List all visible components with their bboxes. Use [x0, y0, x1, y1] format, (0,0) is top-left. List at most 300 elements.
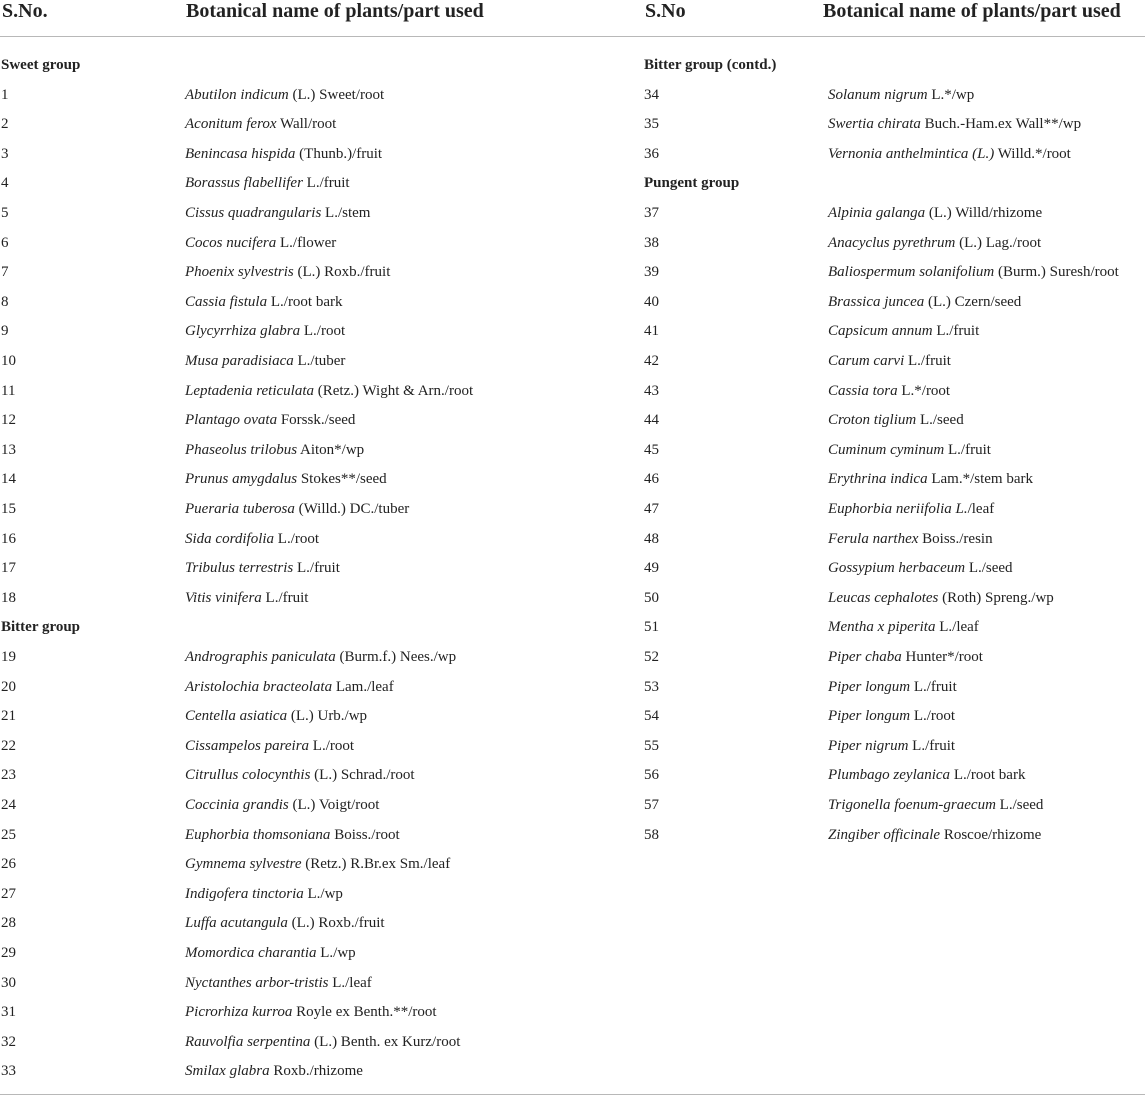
botanical-name — [185, 795, 379, 815]
authority-and-part: L.*/wp — [927, 87, 975, 103]
table-row — [644, 410, 1144, 430]
authority-and-part: Lam.*/stem bark — [927, 471, 1033, 487]
row-number: 11 — [1, 383, 16, 399]
row-number: 54 — [644, 708, 659, 724]
species-name: Mentha x piperita — [828, 619, 936, 635]
botanical-name — [828, 292, 1021, 312]
table-row — [644, 233, 1144, 253]
row-number: 57 — [644, 797, 659, 813]
row-number: 51 — [644, 619, 659, 635]
table-row — [644, 706, 1144, 726]
species-name: Vitis vinifera — [185, 590, 262, 606]
botanical-name — [828, 469, 1033, 489]
botanical-name — [828, 558, 1013, 578]
botanical-name — [185, 173, 350, 193]
row-number: 29 — [1, 945, 16, 961]
authority-and-part: Royle ex Benth.**/root — [292, 1004, 437, 1020]
table-row — [1, 1061, 501, 1081]
botanical-name — [185, 825, 400, 845]
row-number: 27 — [1, 886, 16, 902]
species-name: Euphorbia thomsoniana — [185, 827, 331, 843]
authority-and-part: (L.) Roxb./fruit — [287, 915, 385, 931]
authority-and-part: L./fruit — [910, 679, 957, 695]
species-name: Andrographis paniculata — [185, 649, 336, 665]
species-name: Smilax glabra — [185, 1063, 270, 1079]
header-sno-left: S.No. — [2, 0, 48, 22]
row-number: 1 — [1, 87, 9, 103]
table-row — [644, 381, 1144, 401]
botanical-name — [828, 647, 983, 667]
row-number: 20 — [1, 679, 16, 695]
table-row — [1, 292, 501, 312]
row-number: 53 — [644, 679, 659, 695]
botanical-name — [185, 203, 370, 223]
species-name: Tribulus terrestris — [185, 560, 294, 576]
botanical-name — [185, 233, 336, 253]
botanical-name — [185, 706, 367, 726]
species-name: Cocos nucifera — [185, 235, 277, 251]
row-number: 52 — [644, 649, 659, 665]
row-number: 36 — [644, 146, 659, 162]
authority-and-part: Buch.-Ham.ex Wall**/wp — [920, 116, 1082, 132]
row-number: 42 — [644, 353, 659, 369]
authority-and-part: L./root bark — [267, 294, 343, 310]
species-name: Cassia fistula — [185, 294, 268, 310]
botanical-name — [185, 647, 456, 667]
authority-and-part: L./seed — [916, 412, 964, 428]
botanical-name — [185, 292, 343, 312]
row-number: 24 — [1, 797, 16, 813]
species-name: Zingiber officinale — [828, 827, 941, 843]
group-heading: Sweet group — [1, 57, 81, 73]
table-row — [644, 558, 1144, 578]
table-row — [644, 499, 1144, 519]
botanical-name — [185, 943, 356, 963]
authority-and-part: (L.) Schrad./root — [310, 767, 415, 783]
species-name: Piper chaba — [828, 649, 902, 665]
botanical-name — [185, 440, 364, 460]
botanical-name — [185, 558, 340, 578]
authority-and-part: L./root — [300, 323, 346, 339]
authority-and-part: Lam./leaf — [332, 679, 394, 695]
species-name: Aconitum ferox — [185, 116, 277, 132]
table-row — [644, 440, 1144, 460]
table-bottom-rule — [0, 1094, 1145, 1095]
species-name: Baliospermum solanifolium — [828, 264, 995, 280]
authority-and-part: L./fruit — [944, 442, 991, 458]
table-row — [1, 173, 501, 193]
authority-and-part: (L.) Czern/seed — [924, 294, 1022, 310]
species-name: Picrorhiza kurroa — [185, 1004, 293, 1020]
species-name: Momordica charantia — [185, 945, 317, 961]
authority-and-part: L./root — [910, 708, 956, 724]
table-row — [644, 647, 1144, 667]
botanical-name — [828, 440, 991, 460]
row-number: 16 — [1, 531, 16, 547]
table-row — [1, 85, 501, 105]
botanical-name — [828, 381, 950, 401]
table-row — [1, 736, 501, 756]
botanical-name — [185, 913, 385, 933]
row-number: 26 — [1, 856, 16, 872]
botanical-name — [828, 262, 1119, 282]
row-number: 17 — [1, 560, 16, 576]
row-number: 2 — [1, 116, 9, 132]
authority-and-part: Wall/root — [276, 116, 337, 132]
table-row — [1, 233, 501, 253]
authority-and-part: (L.) Lag./root — [955, 235, 1042, 251]
authority-and-part: Willd.*/root — [994, 146, 1071, 162]
row-number: 35 — [644, 116, 659, 132]
species-name: Cissus quadrangularis — [185, 205, 322, 221]
authority-and-part: (L.) Roxb./fruit — [293, 264, 391, 280]
table-row — [1, 825, 501, 845]
authority-and-part: (L.) Willd/rhizome — [925, 205, 1043, 221]
table-row — [1, 854, 501, 874]
row-number: 43 — [644, 383, 659, 399]
botanical-name — [185, 321, 345, 341]
species-name: Aristolochia bracteolata — [185, 679, 333, 695]
authority-and-part: L./fruit — [302, 175, 350, 191]
table-row — [1, 410, 501, 430]
authority-and-part: (Burm.f.) Nees./wp — [335, 649, 457, 665]
header-name-right: Botanical name of plants/part used — [823, 0, 1121, 22]
row-number: 7 — [1, 264, 9, 280]
row-number: 6 — [1, 235, 9, 251]
botanical-name — [828, 203, 1042, 223]
species-name: Rauvolfia serpentina — [185, 1034, 311, 1050]
species-name: Euphorbia neriifolia L. — [828, 501, 968, 517]
table-row — [1, 647, 501, 667]
species-name: Brassica juncea — [828, 294, 925, 310]
species-name: Solanum nigrum — [828, 87, 928, 103]
table-row — [1, 795, 501, 815]
table-row — [644, 736, 1144, 756]
species-name: Piper longum — [828, 679, 911, 695]
group-heading: Pungent group — [644, 175, 740, 191]
botanical-name — [828, 410, 964, 430]
authority-and-part: L.*/root — [897, 383, 951, 399]
species-name: Indigofera tinctoria — [185, 886, 304, 902]
botanical-name — [828, 588, 1054, 608]
header-sno-right: S.No — [645, 0, 686, 22]
row-number: 30 — [1, 975, 16, 991]
botanical-name — [185, 765, 415, 785]
botanical-name — [185, 114, 336, 134]
authority-and-part: L./seed — [995, 797, 1044, 813]
authority-and-part: L./seed — [965, 560, 1013, 576]
table-row — [1, 1002, 501, 1022]
botanical-name — [185, 529, 319, 549]
table-row — [1, 913, 501, 933]
authority-and-part: L./fruit — [932, 323, 980, 339]
species-name: Plumbago zeylanica — [828, 767, 951, 783]
table-row — [1, 381, 501, 401]
row-number: 39 — [644, 264, 659, 280]
table-row — [644, 677, 1144, 697]
botanical-name — [828, 765, 1025, 785]
row-number: 9 — [1, 323, 9, 339]
table-row — [644, 825, 1144, 845]
table-row — [1, 203, 501, 223]
authority-and-part: L./leaf — [328, 975, 372, 991]
botanical-name — [828, 677, 957, 697]
header-divider — [0, 36, 1145, 37]
authority-and-part: L./root bark — [950, 767, 1026, 783]
species-name: Nyctanthes arbor-tristis — [185, 975, 329, 991]
botanical-name — [185, 469, 387, 489]
botanical-name — [185, 884, 343, 904]
table-row — [1, 558, 501, 578]
botanical-name — [828, 233, 1041, 253]
table-row — [1, 114, 501, 134]
species-name: Prunus amygdalus — [185, 471, 298, 487]
row-number: 55 — [644, 738, 659, 754]
botanical-name — [185, 85, 384, 105]
table-row — [644, 114, 1144, 134]
table-row — [1, 677, 501, 697]
species-name: Pueraria tuberosa — [185, 501, 295, 517]
row-number: 38 — [644, 235, 659, 251]
authority-and-part: (Roth) Spreng./wp — [938, 590, 1054, 606]
row-number: 18 — [1, 590, 16, 606]
species-name: Musa paradisiaca — [185, 353, 294, 369]
authority-and-part: L./stem — [321, 205, 371, 221]
authority-and-part: L./fruit — [908, 738, 956, 754]
row-number: 23 — [1, 767, 16, 783]
species-name: Luffa acutangula — [185, 915, 288, 931]
botanical-name — [185, 144, 382, 164]
botanical-name — [185, 973, 372, 993]
authority-and-part: Stokes**/seed — [297, 471, 387, 487]
species-name: Cassia tora — [828, 383, 898, 399]
species-name: Piper longum — [828, 708, 911, 724]
species-name: Citrullus colocynthis — [185, 767, 311, 783]
species-name: Leucas cephalotes — [828, 590, 939, 606]
authority-and-part: Roscoe/rhizome — [940, 827, 1042, 843]
species-name: Vernonia anthelmintica (L.) — [828, 146, 995, 162]
species-name: Phoenix sylvestris — [185, 264, 294, 280]
species-name: Centella asiatica — [185, 708, 288, 724]
row-number: 12 — [1, 412, 16, 428]
authority-and-part: Roxb./rhizome — [269, 1063, 363, 1079]
species-name: Cissampelos pareira — [185, 738, 310, 754]
species-name: Anacyclus pyrethrum — [828, 235, 956, 251]
botanical-name — [185, 351, 345, 371]
botanical-name — [828, 85, 974, 105]
header-name-left: Botanical name of plants/part used — [186, 0, 484, 22]
species-name: Ferula narthex — [828, 531, 919, 547]
table-row — [644, 144, 1144, 164]
species-name: Capsicum annum — [828, 323, 933, 339]
authority-and-part: L./fruit — [904, 353, 951, 369]
row-number: 48 — [644, 531, 659, 547]
authority-and-part: L./wp — [303, 886, 343, 902]
table-row — [1, 469, 501, 489]
authority-and-part: Boiss./root — [330, 827, 400, 843]
botanical-name — [828, 499, 994, 519]
table-row — [1, 262, 501, 282]
row-number: 22 — [1, 738, 16, 754]
row-number: 47 — [644, 501, 659, 517]
species-name: Abutilon indicum — [185, 87, 289, 103]
species-name: Swertia chirata — [828, 116, 921, 132]
row-number: 46 — [644, 471, 659, 487]
species-name: Carum carvi — [828, 353, 905, 369]
group-heading: Bitter group (contd.) — [644, 57, 777, 73]
table-row — [644, 529, 1144, 549]
table-row — [1, 1032, 501, 1052]
table-row — [644, 795, 1144, 815]
authority-and-part: L./flower — [276, 235, 337, 251]
table-row — [1, 321, 501, 341]
row-number: 19 — [1, 649, 16, 665]
species-name: Leptadenia reticulata — [185, 383, 315, 399]
row-number: 44 — [644, 412, 659, 428]
authority-and-part: Aiton*/wp — [297, 442, 365, 458]
botanical-name — [828, 321, 979, 341]
table-row — [644, 765, 1144, 785]
row-number: 49 — [644, 560, 659, 576]
row-number: 31 — [1, 1004, 16, 1020]
botanical-name — [185, 410, 355, 430]
botanical-name — [828, 114, 1081, 134]
row-number: 28 — [1, 915, 16, 931]
botanical-name — [828, 144, 1071, 164]
row-number: 45 — [644, 442, 659, 458]
botanical-name — [185, 854, 450, 874]
botanical-name — [185, 262, 390, 282]
table-row — [644, 351, 1144, 371]
row-number: 8 — [1, 294, 9, 310]
row-number: 3 — [1, 146, 9, 162]
row-number: 40 — [644, 294, 659, 310]
species-name: Gossypium herbaceum — [828, 560, 966, 576]
authority-and-part: (Retz.) Wight & Arn./root — [314, 383, 474, 399]
authority-and-part: /leaf — [967, 501, 995, 517]
authority-and-part: L./root — [274, 531, 320, 547]
table-row — [1, 499, 501, 519]
table-row — [644, 469, 1144, 489]
authority-and-part: (L.) Urb./wp — [287, 708, 368, 724]
row-number: 33 — [1, 1063, 16, 1079]
table-row — [1, 884, 501, 904]
authority-and-part: Forssk./seed — [277, 412, 356, 428]
row-number: 4 — [1, 175, 9, 191]
row-number: 21 — [1, 708, 16, 724]
botanical-name — [828, 529, 993, 549]
table-row — [1, 529, 501, 549]
row-number: 32 — [1, 1034, 16, 1050]
species-name: Coccinia grandis — [185, 797, 289, 813]
table-row — [644, 203, 1144, 223]
table-row — [1, 765, 501, 785]
species-name: Sida cordifolia — [185, 531, 275, 547]
botanical-name — [828, 736, 955, 756]
row-number: 15 — [1, 501, 16, 517]
authority-and-part: (L.) Benth. ex Kurz/root — [310, 1034, 461, 1050]
species-name: Phaseolus trilobus — [185, 442, 298, 458]
species-name: Benincasa hispida — [185, 146, 296, 162]
authority-and-part: L./leaf — [935, 619, 979, 635]
botanical-name — [185, 736, 354, 756]
row-number: 10 — [1, 353, 16, 369]
species-name: Gymnema sylvestre — [185, 856, 302, 872]
table-row — [644, 321, 1144, 341]
species-name: Trigonella foenum-graecum — [828, 797, 996, 813]
row-number: 14 — [1, 471, 16, 487]
species-name: Piper nigrum — [828, 738, 909, 754]
table-row — [1, 351, 501, 371]
authority-and-part: (Burm.) Suresh/root — [994, 264, 1119, 280]
species-name: Cuminum cyminum — [828, 442, 945, 458]
row-number: 58 — [644, 827, 659, 843]
species-name: Erythrina indica — [828, 471, 928, 487]
row-number: 41 — [644, 323, 659, 339]
authority-and-part: L./fruit — [293, 560, 340, 576]
authority-and-part: L./wp — [316, 945, 356, 961]
table-row — [1, 144, 501, 164]
table-row — [1, 943, 501, 963]
table-row — [644, 617, 1144, 637]
authority-and-part: L./root — [309, 738, 355, 754]
table-row — [644, 85, 1144, 105]
species-name: Glycyrrhiza glabra — [185, 323, 301, 339]
species-name: Borassus flabellifer — [185, 175, 303, 191]
table-row — [644, 292, 1144, 312]
row-number: 34 — [644, 87, 659, 103]
table-row — [644, 262, 1144, 282]
authority-and-part: Boiss./resin — [918, 531, 993, 547]
row-number: 50 — [644, 590, 659, 606]
authority-and-part: Hunter*/root — [901, 649, 983, 665]
authority-and-part: L./tuber — [293, 353, 346, 369]
botanical-name — [185, 677, 394, 697]
botanical-name — [828, 351, 951, 371]
botanical-name — [828, 617, 979, 637]
authority-and-part: (L.) Sweet/root — [288, 87, 385, 103]
table-row — [1, 706, 501, 726]
row-number: 37 — [644, 205, 659, 221]
botanical-name — [185, 1061, 363, 1081]
authority-and-part: (Thunb.)/fruit — [295, 146, 383, 162]
species-name: Alpinia galanga — [828, 205, 926, 221]
species-name: Plantago ovata — [185, 412, 278, 428]
row-number: 13 — [1, 442, 16, 458]
authority-and-part: (Willd.) DC./tuber — [294, 501, 410, 517]
authority-and-part: (L.) Voigt/root — [288, 797, 380, 813]
botanical-name — [185, 381, 473, 401]
row-number: 25 — [1, 827, 16, 843]
group-heading: Bitter group — [1, 619, 81, 635]
botanical-name — [828, 706, 955, 726]
table-row — [1, 973, 501, 993]
botanical-name — [185, 499, 409, 519]
botanical-name — [185, 588, 308, 608]
botanical-name — [828, 795, 1043, 815]
botanical-name — [828, 825, 1041, 845]
table-row — [1, 440, 501, 460]
table-row — [1, 588, 501, 608]
row-number: 5 — [1, 205, 9, 221]
table-row — [644, 588, 1144, 608]
botanical-name — [185, 1002, 437, 1022]
row-number: 56 — [644, 767, 659, 783]
species-name: Croton tiglium — [828, 412, 917, 428]
authority-and-part: L./fruit — [261, 590, 309, 606]
botanical-name — [185, 1032, 460, 1052]
authority-and-part: (Retz.) R.Br.ex Sm./leaf — [301, 856, 451, 872]
